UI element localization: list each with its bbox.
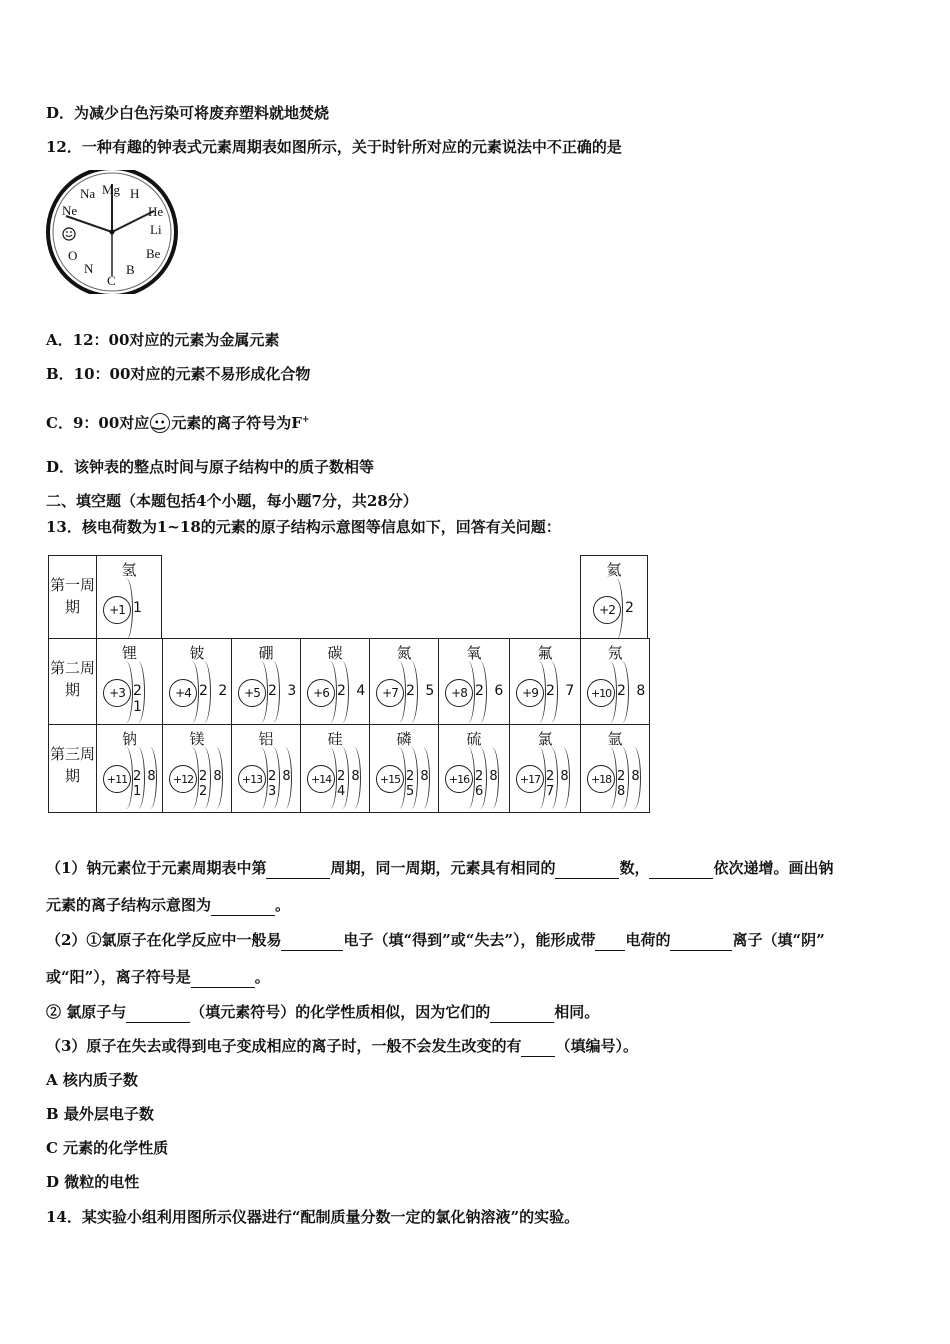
q13-part1-line2 bbox=[46, 895, 290, 916]
answer-blank-10[interactable] bbox=[490, 1002, 554, 1023]
electron-shells: 2 1 bbox=[133, 683, 145, 715]
nucleus: +1 bbox=[103, 596, 131, 624]
q13-option-b: B 最外层电子数 bbox=[46, 1105, 154, 1123]
electron-shells: 2 2 bbox=[199, 683, 231, 699]
element-name: 氢 bbox=[121, 561, 137, 579]
element-name: 氖 bbox=[607, 644, 623, 662]
element-name: 碳 bbox=[327, 644, 343, 662]
clock-symbol-be: Be bbox=[146, 246, 161, 261]
answer-blank-2[interactable] bbox=[555, 858, 619, 879]
element-cell bbox=[162, 724, 232, 813]
clock-center bbox=[110, 230, 115, 235]
nucleus: +7 bbox=[376, 679, 404, 707]
smiley-icon bbox=[150, 413, 170, 433]
element-name: 氧 bbox=[466, 644, 482, 662]
electron-shells: 2 4 bbox=[337, 683, 369, 699]
nucleus: +15 bbox=[376, 765, 404, 793]
clock-symbol-ne: Ne bbox=[62, 203, 78, 218]
q14-stem: 14．某实验小组利用图所示仪器进行“配制质量分数一定的氯化钠溶液”的实验。 bbox=[46, 1208, 580, 1226]
clock-symbol-li: Li bbox=[150, 222, 162, 237]
q12-option-c bbox=[46, 410, 309, 433]
element-name: 氟 bbox=[537, 644, 553, 662]
nucleus: +8 bbox=[445, 679, 473, 707]
element-name: 硅 bbox=[327, 730, 343, 748]
electron-shells: 2 8 2 bbox=[199, 769, 223, 799]
nucleus: +11 bbox=[103, 765, 131, 793]
element-cell bbox=[231, 724, 301, 813]
section-2-heading: 二、填空题（本题包括4个小题，每小题7分，共28分） bbox=[46, 492, 418, 510]
electron-shells: 2 8 6 bbox=[475, 769, 499, 799]
q13-p3: （3）原子在失去或得到电子变成相应的离子时，一般不会发生改变的有 bbox=[46, 1037, 522, 1055]
nucleus: +17 bbox=[516, 765, 544, 793]
element-cell bbox=[96, 638, 163, 725]
element-name: 钠 bbox=[121, 730, 137, 748]
q13-p2-b: 电子（填“得到”或“失去”），能形成带 bbox=[343, 931, 596, 949]
electron-shells: 2 5 bbox=[406, 683, 438, 699]
clock-symbol-b: B bbox=[126, 262, 135, 277]
element-name: 硫 bbox=[466, 730, 482, 748]
element-cell bbox=[438, 724, 510, 813]
q12-option-c-pre: C．9：00对应 bbox=[46, 414, 150, 432]
electron-shells: 2 8 1 bbox=[133, 769, 157, 799]
q13-part1-line1 bbox=[46, 858, 834, 879]
q13-p1-d: 依次递增。画出钠 bbox=[713, 859, 834, 877]
answer-blank-6[interactable] bbox=[595, 930, 625, 951]
atomic-structure-table bbox=[48, 555, 648, 813]
q13-p1-b: 周期，同一周期，元素具有相同的 bbox=[330, 859, 556, 877]
q12-option-d: D．该钟表的整点时间与原子结构中的质子数相等 bbox=[46, 458, 375, 476]
electron-shells: 2 8 4 bbox=[337, 769, 361, 799]
nucleus: +5 bbox=[238, 679, 266, 707]
q13-p2-e: 或“阳”），离子符号是 bbox=[46, 968, 191, 986]
q13-part2-line1 bbox=[46, 930, 825, 951]
electron-shells: 2 7 bbox=[546, 683, 578, 699]
electron-shells: 2 3 bbox=[268, 683, 300, 699]
q13-p1-c: 数， bbox=[619, 859, 650, 877]
nucleus: +18 bbox=[587, 765, 615, 793]
electron-shells: 2 8 3 bbox=[268, 769, 292, 799]
nucleus: +14 bbox=[307, 765, 335, 793]
element-cell bbox=[369, 638, 439, 725]
element-cell-h bbox=[96, 555, 162, 639]
element-clock-figure bbox=[44, 170, 180, 294]
electron-shells: 2 8 8 bbox=[617, 769, 641, 799]
element-cell bbox=[509, 638, 581, 725]
clock-symbol-na: Na bbox=[80, 186, 96, 201]
element-name: 镁 bbox=[189, 730, 205, 748]
nucleus: +2 bbox=[593, 596, 621, 624]
element-cell-he bbox=[580, 555, 648, 639]
element-cell bbox=[300, 724, 370, 813]
q12-option-c-post: 元素的离子符号为F bbox=[171, 414, 302, 432]
electron-shells: 2 8 7 bbox=[546, 769, 570, 799]
clock-symbol-o: O bbox=[68, 248, 78, 263]
q13-p2-c: 电荷的 bbox=[625, 931, 671, 949]
element-cell bbox=[162, 638, 232, 725]
q13-option-c: C 元素的化学性质 bbox=[46, 1139, 169, 1157]
nucleus: +16 bbox=[445, 765, 473, 793]
nucleus: +6 bbox=[307, 679, 335, 707]
electron-shells: 1 bbox=[133, 600, 145, 616]
answer-blank-3[interactable] bbox=[649, 858, 713, 879]
q13-p2-a: （2）①氯原子在化学反应中一般易 bbox=[46, 931, 282, 949]
row-label-period-2: 第二周期 bbox=[48, 638, 97, 725]
electron-shells: 2 bbox=[625, 600, 637, 616]
element-name: 氮 bbox=[396, 644, 412, 662]
nucleus: +4 bbox=[169, 679, 197, 707]
q13-part3 bbox=[46, 1036, 638, 1057]
nucleus: +9 bbox=[516, 679, 544, 707]
q13-p2-i: 相同。 bbox=[554, 1003, 600, 1021]
q13-p2-h: （填元素符号）的化学性质相似，因为它们的 bbox=[190, 1003, 491, 1021]
q11-option-d: D．为减少白色污染可将废弃塑料就地焚烧 bbox=[46, 104, 330, 122]
element-name: 磷 bbox=[396, 730, 412, 748]
element-cell bbox=[509, 724, 581, 813]
element-name: 铍 bbox=[189, 644, 205, 662]
nucleus: +13 bbox=[238, 765, 266, 793]
q12-option-a: A．12：00对应的元素为金属元素 bbox=[46, 331, 280, 349]
clock-symbol-c: C bbox=[107, 273, 116, 288]
nucleus: +12 bbox=[169, 765, 197, 793]
answer-blank-5[interactable] bbox=[281, 930, 343, 951]
element-name: 硼 bbox=[258, 644, 274, 662]
answer-blank-8[interactable] bbox=[191, 967, 255, 988]
answer-blank-4[interactable] bbox=[211, 895, 275, 916]
row-label-period-1: 第一周期 bbox=[48, 555, 97, 639]
q13-p3-end: （填编号）。 bbox=[555, 1037, 638, 1055]
q13-stem: 13．核电荷数为1~18的元素的原子结构示意图等信息如下，回答有关问题： bbox=[46, 518, 561, 536]
q13-part2-line3 bbox=[46, 1002, 599, 1023]
q13-p2-d: 离子（填“阴” bbox=[732, 931, 825, 949]
answer-blank-1[interactable] bbox=[266, 858, 330, 879]
electron-shells: 2 6 bbox=[475, 683, 507, 699]
element-name: 氦 bbox=[606, 561, 622, 579]
q12-option-c-sup: + bbox=[301, 415, 310, 425]
answer-blank-11[interactable] bbox=[521, 1036, 555, 1057]
element-cell bbox=[96, 724, 163, 813]
element-cell bbox=[300, 638, 370, 725]
q13-p1-e: 元素的离子结构示意图为 bbox=[46, 896, 212, 914]
nucleus: +3 bbox=[103, 679, 131, 707]
clock-symbol-n: N bbox=[84, 261, 94, 276]
answer-blank-9[interactable] bbox=[126, 1002, 190, 1023]
answer-blank-7[interactable] bbox=[670, 930, 732, 951]
element-cell bbox=[580, 638, 650, 725]
element-cell bbox=[369, 724, 439, 813]
element-name: 铝 bbox=[258, 730, 274, 748]
clock-symbol-h: H bbox=[130, 186, 140, 201]
element-cell bbox=[231, 638, 301, 725]
row-label-period-3: 第三周期 bbox=[48, 724, 97, 813]
nucleus: +10 bbox=[587, 679, 615, 707]
element-cell bbox=[580, 724, 650, 813]
q13-p2-g: ② 氯原子与 bbox=[46, 1003, 127, 1021]
q13-p2-f: 。 bbox=[254, 968, 270, 986]
element-cell bbox=[438, 638, 510, 725]
q13-p1-a: （1）钠元素位于元素周期表中第 bbox=[46, 859, 267, 877]
q13-p1-f: 。 bbox=[275, 896, 291, 914]
electron-shells: 2 8 bbox=[617, 683, 649, 699]
q13-part2-line2 bbox=[46, 967, 270, 988]
element-name: 锂 bbox=[121, 644, 137, 662]
q13-option-a: A 核内质子数 bbox=[46, 1071, 138, 1089]
smiley-icon bbox=[63, 228, 75, 240]
element-name: 氩 bbox=[607, 730, 623, 748]
q13-option-d: D 微粒的电性 bbox=[46, 1173, 140, 1191]
electron-shells: 2 8 5 bbox=[406, 769, 430, 799]
clock-symbol-mg: Mg bbox=[102, 182, 121, 197]
q12-stem: 12．一种有趣的钟表式元素周期表如图所示，关于时针所对应的元素说法中不正确的是 bbox=[46, 138, 622, 156]
q12-option-b: B．10：00对应的元素不易形成化合物 bbox=[46, 365, 311, 383]
clock-symbol-he: He bbox=[148, 204, 164, 219]
element-name: 氯 bbox=[537, 730, 553, 748]
